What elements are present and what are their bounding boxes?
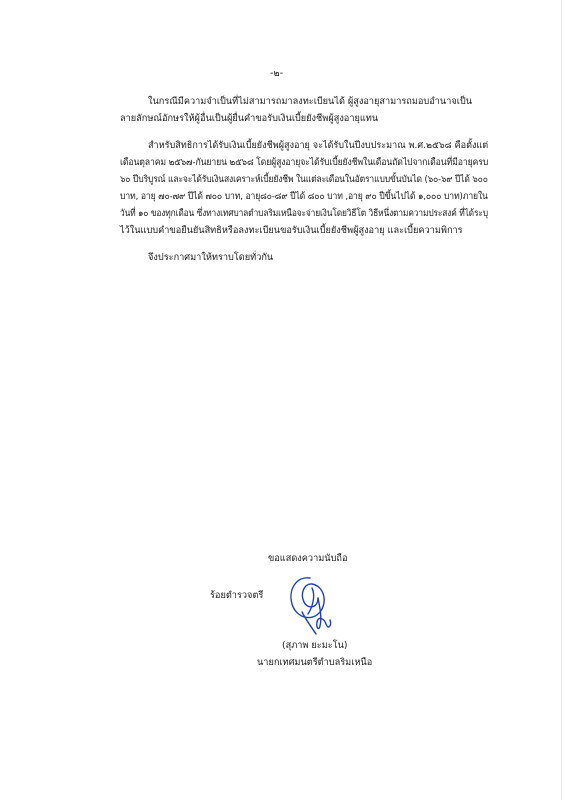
paragraph2-line4: บาท, อายุ ๗๐-๗๙ ปีได้ ๗๐๐ บาท, อายุ๘๐-๘๙ ปีได้ ๘๐๐ บาท ,อายุ ๙๐ ปีขึ้นไปได้ ๑,๐๐๐ บาท)ภายใน <box>120 191 488 202</box>
announcement-text: จึงประกาศมาให้ทราบโดยทั่วกัน <box>148 252 274 263</box>
paragraph2-line6: ไว้ในแบบคำขอยืนยันสิทธิหรือลงทะเบียนขอรับเงินเบี้ยยังชีพผู้สูงอายุ และเบี้ยความพิการ <box>120 225 463 236</box>
paragraph1-line2: ลายลักษณ์อักษรให้ผู้อื่นเป็นผู้ยื่นคำขอรับเงินเบี้ยยังชีพผู้สูงอายุแทน <box>120 113 379 124</box>
paragraph2-line2: เดือนตุลาคม ๒๕๖๗-กันยายน ๒๕๖๘ โดยผู้สูงอายุจะได้รับเบี้ยยังชีพในเดือนถัดไปจากเดือนที่มีอายุครบ <box>120 157 489 168</box>
page-edge-divider <box>561 0 562 800</box>
handwritten-rank: ร้อยตำรวจตรี <box>210 590 264 601</box>
signer-title: นายกเทศมนตรีตำบลริมเหนือ <box>257 657 373 668</box>
paragraph1-line1: ในกรณีมีความจำเป็นที่ไม่สามารถมาลงทะเบียนได้ ผู้สูงอายุสามารถมอบอำนาจเป็น <box>148 96 473 107</box>
signature-image <box>282 568 342 640</box>
signer-name: (สุภาพ ยะมะโน) <box>282 640 348 651</box>
paragraph2-line3: ๖๐ ปีบริบูรณ์ และจะได้รับเงินสงเคราะห์เบี้ยยังชีพ ในแต่ละเดือนในอัตราแบบขั้นบันได (๖๐-๖๙ ปีได้ ๖๐๐ <box>120 174 488 185</box>
closing-text: ขอแสดงความนับถือ <box>268 553 348 564</box>
page-number: -๒- <box>270 68 284 79</box>
paragraph2-line1: สำหรับสิทธิการได้รับเงินเบี้ยยังชีพผู้สูงอายุ จะได้รับในปีงบประมาณ พ.ศ.๒๕๖๘ คือตั้งแต่ <box>148 140 489 151</box>
paragraph2-line5: วันที่ ๑๐ ของทุกเดือน ซึ่งทางเทศบาลตำบลริมเหนือจะจ่ายเงินโดยวิธีโต วิธีหนึ่งตามความประสงค์ ที่ได้ระบุ <box>120 208 488 219</box>
